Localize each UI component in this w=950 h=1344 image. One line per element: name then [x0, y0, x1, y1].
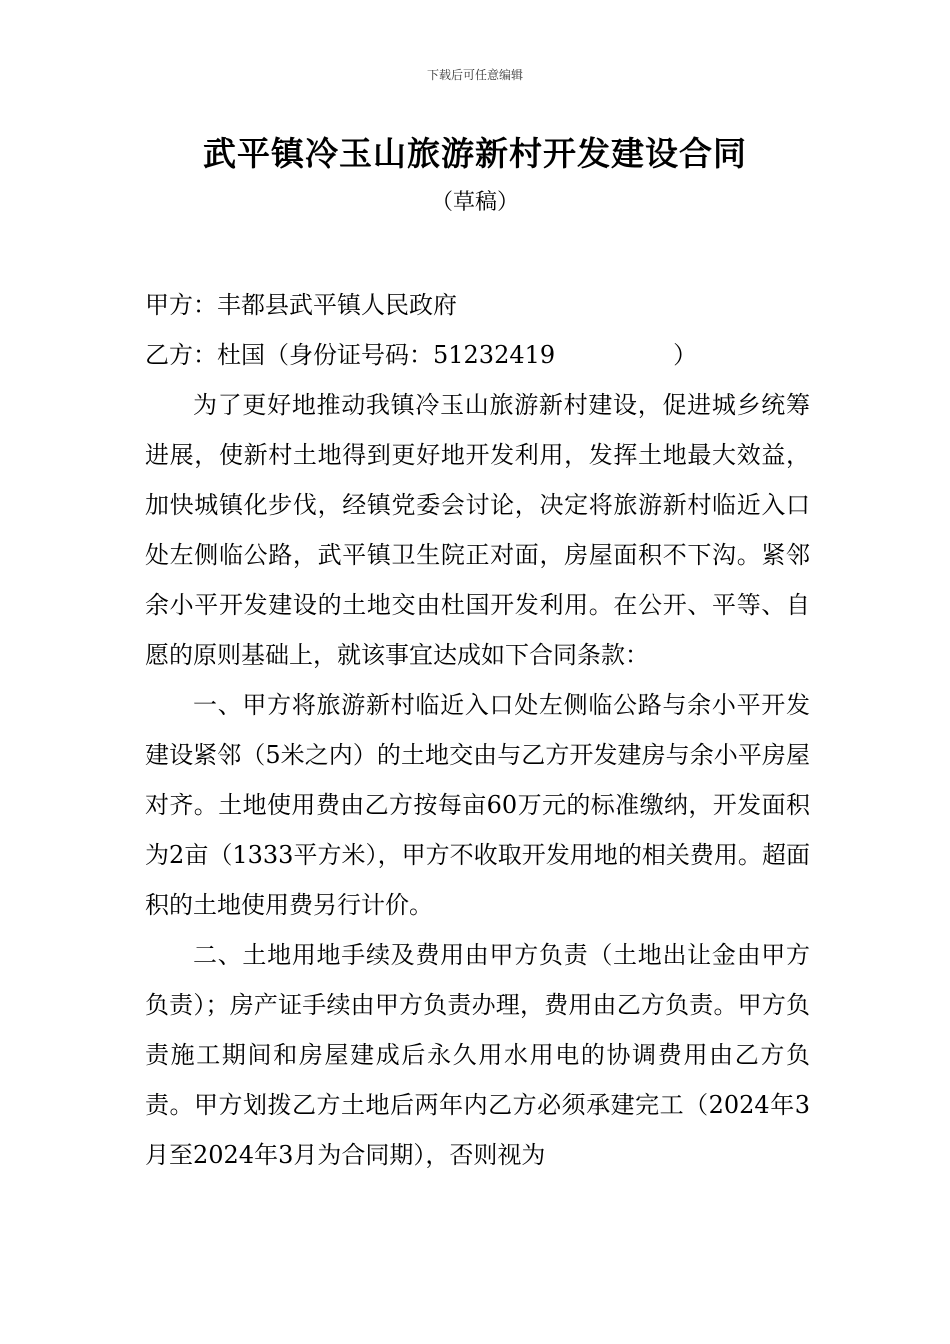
party-b	[145, 330, 810, 380]
intro-paragraph: 为了更好地推动我镇冷玉山旅游新村建设，促进城乡统筹进展，使新村土地得到更好地开发利用，发挥土地最大效益，加快城镇化步伐，经镇党委会讨论，决定将旅游新村临近入口处左侧临公路，武平镇卫生院正对面，房屋面积不下沟。紧邻余小平开发建设的土地交由杜国开发利用。在公开、平等、自愿的原则基础上，就该事宜达成如下合同条款：	[145, 391, 810, 669]
clause-2-paragraph: 二、土地用地手续及费用由甲方负责（土地出让金由甲方负责）；房产证手续由甲方负责办理，费用由乙方负责。甲方负责施工期间和房屋建成后永久用水用电的协调费用由乙方负责。甲方划拨乙方土地后两年内乙方必须承建完工（2024年3月至2024年3月为合同期），否则视为	[145, 941, 810, 1169]
header-note: 下载后可任意编辑	[426, 68, 523, 82]
party-a: 甲方：丰都县武平镇人民政府	[145, 291, 457, 319]
document-title: 武平镇冷玉山旅游新村开发建设合同	[203, 134, 747, 173]
party-b-close: ）	[673, 341, 698, 369]
document-subtitle: （草稿）	[430, 190, 519, 215]
clause-1-paragraph: 一、甲方将旅游新村临近入口处左侧临公路与余小平开发建设紧邻（5米之内）的土地交由与乙方开发建房与余小平房屋对齐。土地使用费由乙方按每亩60万元的标准缴纳，开发面积为2亩（1333平方米），甲方不收取开发用地的相关费用。超面积的土地使用费另行计价。	[145, 691, 810, 919]
party-b-text: 乙方：杜国（身份证号码：51232419	[145, 341, 556, 369]
document-body	[145, 280, 810, 1180]
